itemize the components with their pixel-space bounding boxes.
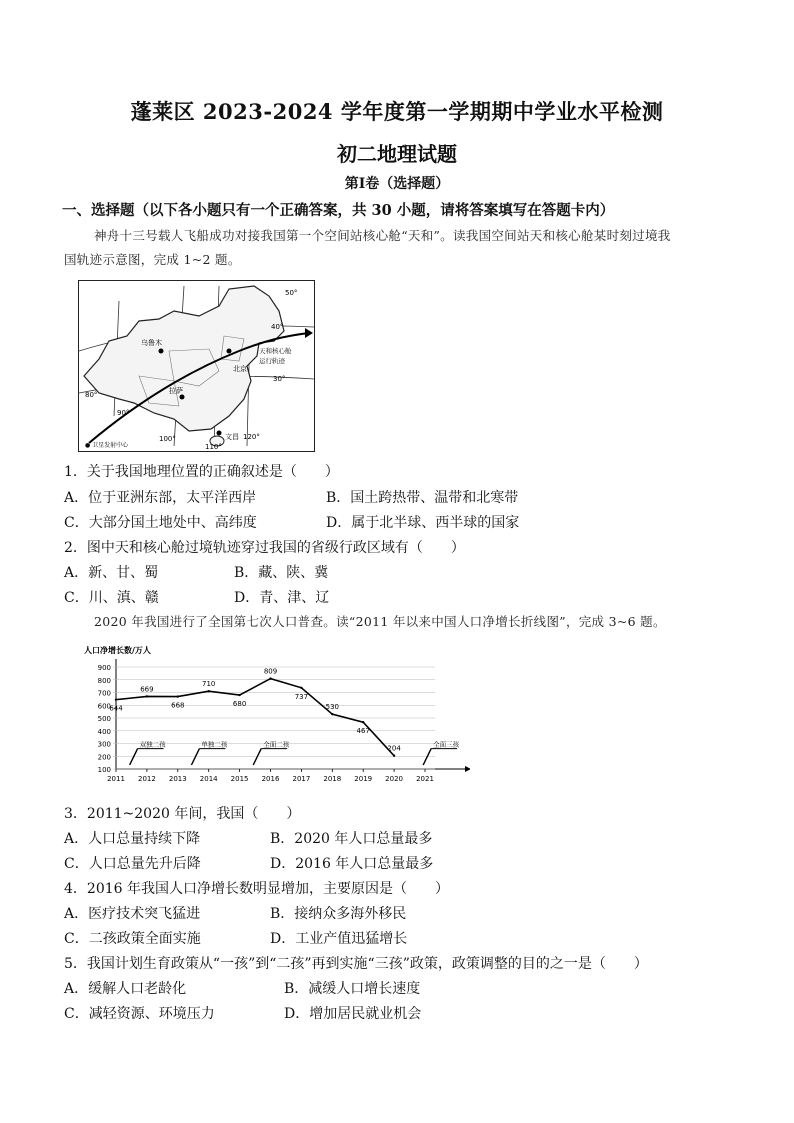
data-label: 644 — [109, 704, 123, 713]
question-1-option-c[interactable]: C．大部分国土地处中、高纬度 — [64, 515, 257, 531]
question-1-option-b[interactable]: B．国土跨热带、温带和北寒带 — [326, 490, 519, 506]
question-4-option-b[interactable]: B．接纳众多海外移民 — [270, 906, 407, 922]
lon-label-120: 120° — [243, 433, 260, 441]
data-point — [300, 687, 302, 689]
data-label: 710 — [202, 680, 216, 689]
y-tick-label: 300 — [97, 740, 111, 749]
orbit-arrow — [305, 328, 313, 338]
y-tick-label: 800 — [97, 676, 111, 685]
y-tick-label: 900 — [97, 664, 111, 672]
city-label: 文昌 — [225, 433, 239, 441]
data-point — [393, 755, 395, 757]
x-tick-label: 2020 — [385, 775, 404, 783]
section-heading: 一、选择题（以下各小题只有一个正确答案，共 30 小题，请将答案填写在答题卡内） — [62, 202, 615, 219]
data-point — [362, 721, 364, 723]
data-label: 204 — [387, 744, 401, 753]
lon-label-110: 110° — [205, 443, 222, 451]
x-tick-label: 2011 — [107, 775, 125, 783]
city-dot — [159, 349, 164, 354]
policy-leader — [191, 749, 199, 765]
question-5-option-d[interactable]: D．增加居民就业机会 — [284, 1006, 422, 1022]
data-label: 809 — [263, 667, 278, 676]
question-1-option-d[interactable]: D．属于北半球、西半球的国家 — [326, 515, 520, 531]
orbit-annotation: 天和核心舱 — [259, 347, 292, 355]
x-tick-label: 2015 — [230, 775, 249, 783]
population-chart — [80, 643, 470, 793]
passage-intro-2: 2020 年我国进行了全国第七次人口普查。读“2011 年以来中国人口净增长折线图”，完成 3~6 题。 — [94, 614, 666, 629]
city-label: 乌鲁木 — [141, 339, 162, 347]
x-tick-label: 2019 — [354, 775, 373, 783]
data-point — [177, 695, 179, 697]
y-tick-label: 700 — [97, 689, 111, 698]
question-4-option-a[interactable]: A．医疗技术突飞猛进 — [64, 906, 201, 922]
question-3-option-a[interactable]: A．人口总量持续下降 — [64, 831, 201, 847]
lat-label-50: 50° — [285, 289, 298, 297]
chart-svg — [80, 643, 470, 793]
question-3-option-d[interactable]: D．2016 年人口总量最多 — [270, 856, 434, 872]
question-1-option-a[interactable]: A．位于亚洲东部，太平洋西岸 — [64, 490, 257, 506]
question-2-option-c[interactable]: C．川、滇、赣 — [64, 590, 159, 606]
passage-intro-1b: 国轨迹示意图，完成 1~2 题。 — [64, 252, 241, 267]
y-axis-label: 人口净增长数/万人 — [84, 646, 151, 655]
question-5-option-c[interactable]: C．减轻资源、环境压力 — [64, 1006, 215, 1022]
data-label: 680 — [232, 700, 247, 709]
data-point — [146, 695, 148, 697]
data-label: 467 — [356, 727, 370, 736]
x-tick-label: 2014 — [199, 775, 218, 783]
data-point — [115, 698, 117, 700]
x-tick-label: 2017 — [292, 775, 311, 783]
city-label: 北京 — [233, 365, 247, 373]
policy-label: 单独二孩 — [201, 740, 228, 749]
map-svg — [79, 281, 314, 451]
city-label: 拉萨 — [169, 387, 183, 395]
lon-label-80: 80° — [85, 391, 98, 399]
question-2-option-b[interactable]: B．藏、陕、冀 — [234, 565, 329, 581]
question-3-stem: 3．2011~2020 年间，我国（ ） — [64, 806, 301, 822]
lon-label-90: 90° — [117, 409, 130, 417]
orbit-annotation: 运行轨迹 — [259, 357, 285, 365]
data-label: 530 — [325, 703, 339, 712]
question-2-stem: 2．图中天和核心舱过境轨迹穿过我国的省级行政区域有（ ） — [64, 540, 465, 556]
y-tick-label: 100 — [97, 766, 111, 774]
question-2-option-a[interactable]: A．新、甘、蜀 — [64, 565, 159, 581]
x-tick-label: 2018 — [323, 775, 342, 783]
exam-title: 蓬莱区 2023-2024 学年度第一学期期中学业水平检测 — [130, 99, 664, 124]
question-4-stem: 4．2016 年我国人口净增长数明显增加，主要原因是（ ） — [64, 881, 449, 897]
policy-label: 全面三孩 — [433, 740, 460, 749]
volume-label: 第Ⅰ卷（选择题） — [344, 176, 450, 192]
data-label: 737 — [294, 692, 309, 701]
y-tick-label: 200 — [97, 753, 111, 762]
exam-subject: 初二地理试题 — [337, 142, 457, 166]
y-tick-label: 500 — [97, 715, 111, 723]
x-tick-label: 2016 — [261, 775, 280, 783]
question-1-stem: 1．关于我国地理位置的正确叙述是（ ） — [64, 464, 339, 480]
lon-label-100: 100° — [159, 435, 176, 443]
question-5-stem: 5．我国计划生育政策从“一孩”到“二孩”再到实施“三孩”政策，政策调整的目的之一是（ ） — [64, 956, 648, 972]
data-label: 669 — [140, 685, 154, 694]
data-label: 668 — [171, 701, 185, 710]
question-4-option-c[interactable]: C．二孩政策全面实施 — [64, 931, 201, 947]
question-2-option-d[interactable]: D．青、津、辽 — [234, 590, 330, 606]
data-point — [269, 677, 271, 679]
china-orbit-map — [78, 280, 315, 452]
policy-leader — [423, 749, 431, 765]
x-axis-arrow — [465, 766, 470, 772]
y-tick-label: 400 — [97, 727, 111, 736]
data-point — [331, 713, 333, 715]
lat-label-30: 30° — [273, 375, 286, 383]
question-3-option-c[interactable]: C．人口总量先升后降 — [64, 856, 201, 872]
data-point — [208, 690, 210, 692]
city-dot — [180, 395, 185, 400]
map-legend: ● 卫星发射中心 — [85, 442, 129, 449]
x-tick-label: 2013 — [168, 775, 187, 783]
policy-label: 双独二孩 — [139, 740, 166, 749]
question-5-option-a[interactable]: A．缓解人口老龄化 — [64, 981, 187, 997]
data-point — [238, 694, 240, 696]
question-4-option-d[interactable]: D．工业产值迅猛增长 — [270, 931, 408, 947]
x-tick-label: 2012 — [137, 775, 156, 783]
policy-leader — [253, 749, 261, 765]
question-5-option-b[interactable]: B．减缓人口增长速度 — [284, 981, 421, 997]
y-tick-label: 600 — [97, 702, 111, 711]
city-dot — [217, 431, 222, 436]
policy-leader — [130, 749, 138, 765]
policy-label: 全面二孩 — [263, 740, 290, 749]
city-dot — [227, 349, 232, 354]
lat-label-40: 40° — [271, 323, 284, 331]
question-3-option-b[interactable]: B．2020 年人口总量最多 — [270, 831, 433, 847]
passage-intro-1: 神舟十三号载人飞船成功对接我国第一个空间站核心舱“天和”。读我国空间站天和核心舱某时刻过境我 — [94, 228, 671, 243]
x-tick-label: 2021 — [416, 775, 434, 783]
